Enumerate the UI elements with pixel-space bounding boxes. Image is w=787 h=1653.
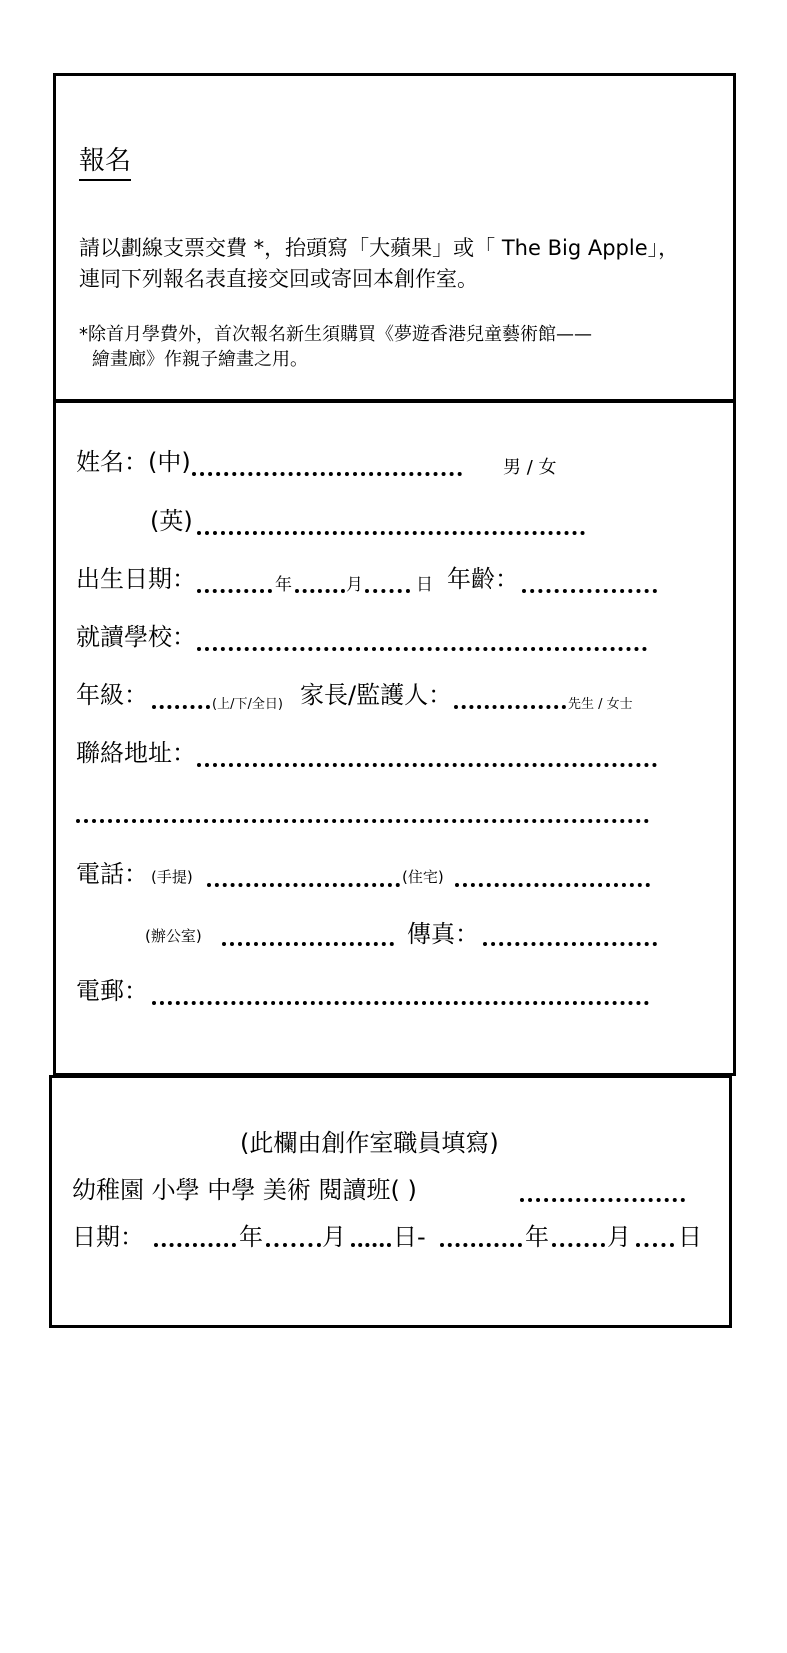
class-types: 幼稚園 小學 中學 美術 閱讀班( ) bbox=[72, 1176, 417, 1204]
dob-label: 出生日期： bbox=[76, 565, 196, 593]
office-phone-hint: (辦公室) bbox=[145, 927, 202, 945]
address-field-line1[interactable] bbox=[197, 763, 657, 767]
name-english-label: (英) bbox=[150, 507, 193, 535]
mobile-field[interactable] bbox=[207, 883, 400, 887]
section-title: 報名 bbox=[79, 145, 131, 181]
payment-instructions-line1: 請以劃線支票交費 *，抬頭寫「大蘋果」或「 The Big Apple」， bbox=[79, 236, 680, 260]
phone-label: 電話： bbox=[76, 860, 148, 888]
start-year-field[interactable] bbox=[154, 1243, 236, 1247]
office-use-heading: (此欄由創作室職員填寫) bbox=[240, 1129, 499, 1157]
start-day-field[interactable] bbox=[351, 1243, 391, 1247]
name-english-field[interactable] bbox=[197, 531, 585, 535]
dob-day-unit: 日 bbox=[416, 575, 433, 595]
grade-hint: (上/下/全日) bbox=[212, 697, 283, 712]
start-year-unit: 年 bbox=[239, 1223, 263, 1251]
guardian-title: 先生 / 女士 bbox=[568, 697, 633, 712]
fax-field[interactable] bbox=[483, 942, 657, 946]
end-month-field[interactable] bbox=[552, 1243, 605, 1247]
name-chinese-label: 姓名：(中) bbox=[76, 448, 191, 476]
start-day-unit: 日- bbox=[393, 1223, 426, 1251]
class-field[interactable] bbox=[520, 1198, 685, 1202]
dob-month-unit: 月 bbox=[346, 575, 363, 595]
grade-field[interactable] bbox=[152, 705, 210, 709]
office-phone-field[interactable] bbox=[222, 942, 394, 946]
guardian-field[interactable] bbox=[454, 705, 566, 709]
footnote-line2: 繪畫廊》作親子繪畫之用。 bbox=[92, 349, 308, 370]
school-field[interactable] bbox=[197, 647, 647, 651]
home-phone-field[interactable] bbox=[455, 883, 650, 887]
dob-year-field[interactable] bbox=[197, 589, 272, 593]
home-phone-hint: (住宅) bbox=[402, 868, 444, 886]
email-label: 電郵： bbox=[76, 977, 148, 1005]
gender-options[interactable]: 男 / 女 bbox=[503, 457, 557, 478]
end-day-unit: 日 bbox=[678, 1223, 702, 1251]
school-label: 就讀學校： bbox=[76, 623, 196, 651]
end-day-field[interactable] bbox=[636, 1243, 674, 1247]
age-label: 年齡： bbox=[447, 565, 519, 593]
address-label: 聯絡地址： bbox=[76, 739, 196, 767]
office-date-label: 日期： bbox=[72, 1223, 144, 1251]
footnote-line1: *除首月學費外，首次報名新生須購買《夢遊香港兒童藝術館—— bbox=[79, 324, 592, 345]
email-field[interactable] bbox=[152, 1001, 649, 1005]
fax-label: 傳真： bbox=[407, 920, 479, 948]
dob-month-field[interactable] bbox=[295, 589, 345, 593]
start-month-unit: 月 bbox=[322, 1223, 346, 1251]
payment-instructions-line2: 連同下列報名表直接交回或寄回本創作室。 bbox=[79, 267, 478, 291]
end-year-unit: 年 bbox=[525, 1223, 549, 1251]
name-chinese-field[interactable] bbox=[192, 472, 462, 476]
grade-label: 年級： bbox=[76, 681, 148, 709]
end-year-field[interactable] bbox=[440, 1243, 522, 1247]
dob-year-unit: 年 bbox=[275, 575, 292, 595]
start-month-field[interactable] bbox=[266, 1243, 321, 1247]
age-field[interactable] bbox=[522, 589, 657, 593]
end-month-unit: 月 bbox=[607, 1223, 631, 1251]
address-field-line2[interactable] bbox=[76, 819, 649, 823]
mobile-hint: (手提) bbox=[151, 868, 193, 886]
guardian-label: 家長/監護人： bbox=[300, 681, 453, 709]
dob-day-field[interactable] bbox=[365, 589, 410, 593]
